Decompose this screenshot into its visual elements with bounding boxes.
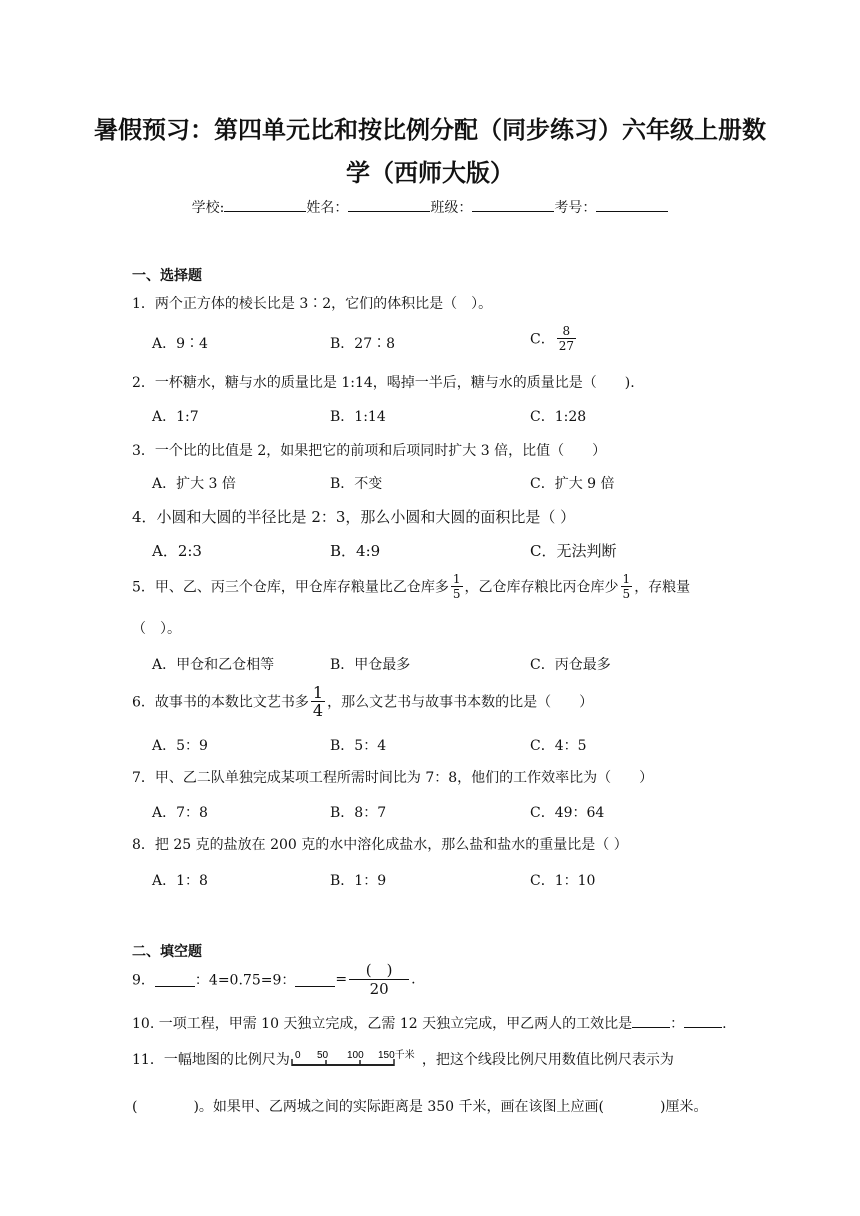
name-label: 姓名： <box>306 200 349 216</box>
scale-label-100: 100 <box>346 1050 364 1061</box>
q6-option-a[interactable]: A．5：9 <box>152 738 208 754</box>
q6-frac-num: 1 <box>312 683 324 702</box>
q7-option-c[interactable]: C．49：64 <box>530 805 605 821</box>
question-6 <box>132 684 593 719</box>
q7-option-a[interactable]: A．7：8 <box>152 805 208 821</box>
q1-fraction <box>557 324 576 353</box>
q5-fraction-1 <box>451 572 463 601</box>
q5-option-c[interactable]: C．丙仓最多 <box>530 657 611 673</box>
q3-option-a[interactable]: A．扩大 3 倍 <box>152 476 236 492</box>
q6-text-part1: 6．故事书的本数比文艺书多 <box>132 694 309 711</box>
q8-option-a[interactable]: A．1：8 <box>152 873 208 889</box>
q10-end: . <box>722 1016 727 1032</box>
q8-option-c[interactable]: C．1：10 <box>530 873 596 889</box>
q2-option-b[interactable]: B．1:14 <box>330 409 386 425</box>
q9-frac-den: 20 <box>369 980 389 998</box>
question-11-line2: ( )。如果甲、乙两城之间的实际距离是 350 千米，画在该图上应画( )厘米。 <box>132 1099 708 1115</box>
q4-option-c[interactable]: C．无法判断 <box>530 542 617 560</box>
q6-option-c[interactable]: C．4：5 <box>530 738 587 754</box>
scale-label-0: 0 <box>294 1050 301 1061</box>
question-5 <box>132 572 690 601</box>
q9-end: . <box>411 971 416 988</box>
q9-blank-2[interactable] <box>295 973 335 987</box>
class-blank[interactable] <box>472 197 554 212</box>
question-2: 2．一杯糖水，糖与水的质量比是 1:14，喝掉一半后，糖与水的质量比是（ ). <box>132 375 635 391</box>
question-3: 3．一个比的比值是 2，如果把它的前项和后项同时扩大 3 倍，比值（ ） <box>132 443 607 459</box>
q8-option-b[interactable]: B．1：9 <box>330 873 387 889</box>
question-7: 7．甲、乙二队单独完成某项工程所需时间比为 7：8，他们的工作效率比为（ ） <box>132 770 654 786</box>
q11-text-part1: 11．一幅地图的比例尺为 <box>132 1052 290 1068</box>
q6-fraction <box>311 684 325 719</box>
number-label: 考号： <box>554 200 597 216</box>
q2-option-a[interactable]: A．1:7 <box>152 409 199 425</box>
q9-text-mid1: ：4=0.75=9： <box>194 972 296 989</box>
number-blank[interactable] <box>596 197 668 212</box>
scale-label-150: 150千米 <box>377 1050 415 1061</box>
q6-frac-den: 4 <box>312 701 324 720</box>
scale-label-50: 50 <box>316 1050 328 1061</box>
q6-option-b[interactable]: B．5：4 <box>330 738 387 754</box>
q1-option-c-label: C． <box>530 331 555 348</box>
q9-number: 9． <box>132 972 155 989</box>
q3-option-b[interactable]: B．不变 <box>330 476 383 492</box>
q4-option-b[interactable]: B．4:9 <box>330 542 381 560</box>
q9-frac-num[interactable]: ( ) <box>349 961 409 980</box>
q5-text-part2: ，乙仓库存粮比丙仓库少 <box>464 579 619 596</box>
question-9 <box>132 961 416 998</box>
q1-option-b[interactable]: B．27∶8 <box>330 336 396 352</box>
q1-frac-num: 8 <box>557 324 576 339</box>
q1-option-c[interactable] <box>530 324 578 353</box>
q1-frac-den: 27 <box>558 339 574 353</box>
q6-text-part2: ，那么文艺书与故事书本数的比是（ ） <box>327 694 594 711</box>
q5-option-b[interactable]: B．甲仓最多 <box>330 657 411 673</box>
q5-frac2-num: 1 <box>622 572 631 586</box>
section-fill-heading: 二、填空题 <box>132 944 202 960</box>
q9-blank-1[interactable] <box>155 973 195 987</box>
q2-option-c[interactable]: C．1:28 <box>530 409 587 425</box>
section-choice-heading: 一、选择题 <box>132 268 202 284</box>
class-label: 班级： <box>430 200 473 216</box>
q5-frac1-num: 1 <box>452 572 461 586</box>
q5-frac2-den: 5 <box>622 587 631 601</box>
school-label: 学校: <box>191 200 225 216</box>
q7-option-b[interactable]: B．8：7 <box>330 805 387 821</box>
q3-option-c[interactable]: C．扩大 9 倍 <box>530 476 615 492</box>
q11-text-part2: ，把这个线段比例尺用数值比例尺表示为 <box>421 1052 674 1068</box>
q5-frac1-den: 5 <box>452 587 461 601</box>
q10-blank-1[interactable] <box>632 1014 670 1028</box>
question-8: 8．把 25 克的盐放在 200 克的水中溶化成盐水，那么盐和盐水的重量比是（ ） <box>132 837 628 853</box>
q5-text-part3: ，存粮量 <box>634 579 691 596</box>
question-1: 1．两个正方体的棱长比是 3∶2，它们的体积比是（ ）。 <box>132 296 493 312</box>
q1-option-a[interactable]: A．9∶4 <box>152 336 208 352</box>
question-10 <box>132 1013 727 1033</box>
q10-colon: ： <box>670 1016 685 1032</box>
page-title: 暑假预习：第四单元比和按比例分配（同步练习）六年级上册数 <box>94 116 766 144</box>
line-scale-ruler <box>290 1048 422 1070</box>
school-blank[interactable] <box>224 197 306 212</box>
question-4: 4．小圆和大圆的半径比是 2：3，那么小圆和大圆的面积比是（ ） <box>132 508 576 526</box>
question-5-line2: （ ）。 <box>132 621 181 637</box>
q9-fraction <box>349 961 409 998</box>
q4-option-a[interactable]: A．2:3 <box>152 542 202 560</box>
q9-text-mid2: = <box>335 971 348 988</box>
q5-fraction-2 <box>621 572 633 601</box>
page-title-line2: 学（西师大版） <box>346 159 514 187</box>
question-11 <box>132 1048 674 1070</box>
q10-text: 10. 一项工程，甲需 10 天独立完成，乙需 12 天独立完成，甲乙两人的工效比是 <box>132 1016 633 1032</box>
q10-blank-2[interactable] <box>684 1014 722 1028</box>
q5-text-part1: 5．甲、乙、丙三个仓库，甲仓库存粮量比乙仓库多 <box>132 579 449 596</box>
name-blank[interactable] <box>348 197 430 212</box>
q5-option-a[interactable]: A．甲仓和乙仓相等 <box>152 657 275 673</box>
student-info-line <box>0 197 860 217</box>
